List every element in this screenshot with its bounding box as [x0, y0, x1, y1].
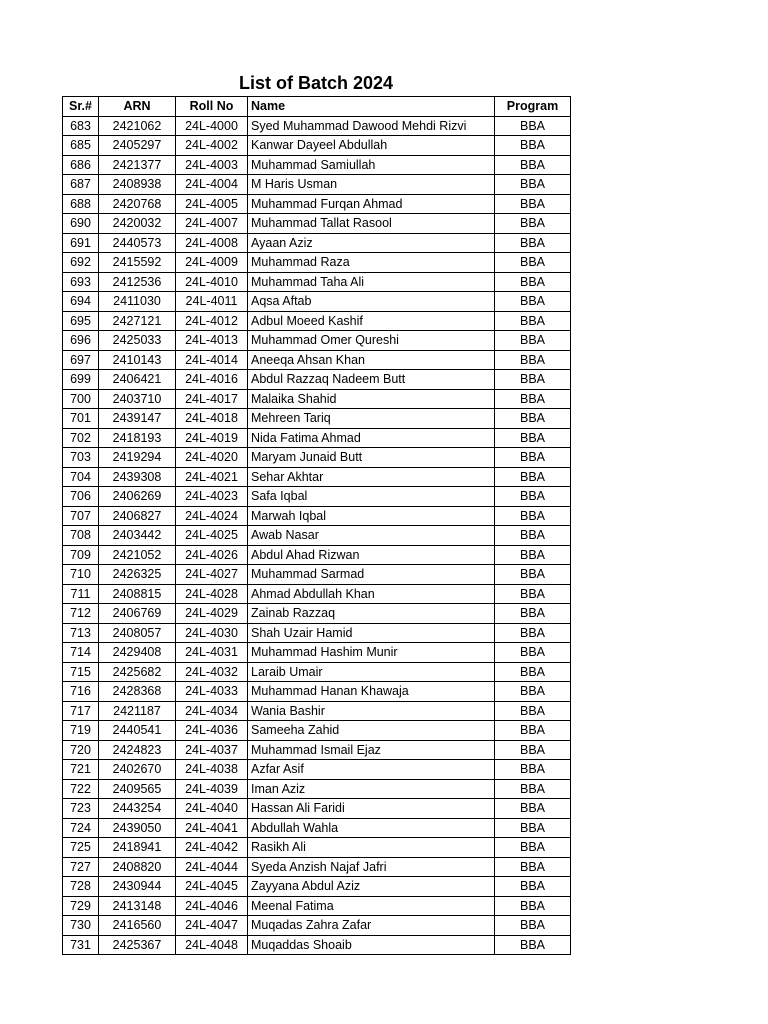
name-cell: Nida Fatima Ahmad: [248, 428, 495, 448]
sr-cell: 703: [63, 448, 99, 468]
table-row: [63, 935, 571, 955]
arn-cell: 2406769: [99, 604, 176, 624]
sr-cell: 704: [63, 467, 99, 487]
roll-no-cell: 24L-4032: [176, 662, 248, 682]
sr-cell: 691: [63, 233, 99, 253]
arn-cell: 2425033: [99, 331, 176, 351]
roll-no-cell: 24L-4004: [176, 175, 248, 195]
table-row: [63, 350, 571, 370]
column-header-name: Name: [248, 97, 495, 117]
roll-no-cell: 24L-4005: [176, 194, 248, 214]
program-cell: BBA: [495, 584, 571, 604]
roll-no-cell: 24L-4044: [176, 857, 248, 877]
sr-cell: 707: [63, 506, 99, 526]
arn-cell: 2403442: [99, 526, 176, 546]
table-row: [63, 799, 571, 819]
name-cell: M Haris Usman: [248, 175, 495, 195]
name-cell: Ahmad Abdullah Khan: [248, 584, 495, 604]
sr-cell: 688: [63, 194, 99, 214]
roll-no-cell: 24L-4048: [176, 935, 248, 955]
program-cell: BBA: [495, 506, 571, 526]
column-header-program: Program: [495, 97, 571, 117]
table-row: [63, 233, 571, 253]
arn-cell: 2418193: [99, 428, 176, 448]
name-cell: Muhammad Taha Ali: [248, 272, 495, 292]
program-cell: BBA: [495, 877, 571, 897]
roll-no-cell: 24L-4017: [176, 389, 248, 409]
arn-cell: 2419294: [99, 448, 176, 468]
program-cell: BBA: [495, 779, 571, 799]
sr-cell: 714: [63, 643, 99, 663]
table-row: [63, 448, 571, 468]
program-cell: BBA: [495, 604, 571, 624]
table-row: [63, 136, 571, 156]
arn-cell: 2416560: [99, 916, 176, 936]
program-cell: BBA: [495, 682, 571, 702]
arn-cell: 2405297: [99, 136, 176, 156]
program-cell: BBA: [495, 701, 571, 721]
program-cell: BBA: [495, 799, 571, 819]
sr-cell: 711: [63, 584, 99, 604]
program-cell: BBA: [495, 175, 571, 195]
arn-cell: 2427121: [99, 311, 176, 331]
arn-cell: 2421052: [99, 545, 176, 565]
roll-no-cell: 24L-4002: [176, 136, 248, 156]
program-cell: BBA: [495, 935, 571, 955]
roll-no-cell: 24L-4003: [176, 155, 248, 175]
arn-cell: 2440541: [99, 721, 176, 741]
table-row: [63, 701, 571, 721]
sr-cell: 728: [63, 877, 99, 897]
name-cell: Malaika Shahid: [248, 389, 495, 409]
arn-cell: 2406269: [99, 487, 176, 507]
table-row: [63, 565, 571, 585]
arn-cell: 2421377: [99, 155, 176, 175]
sr-cell: 719: [63, 721, 99, 741]
arn-cell: 2408938: [99, 175, 176, 195]
sr-cell: 727: [63, 857, 99, 877]
program-cell: BBA: [495, 896, 571, 916]
program-cell: BBA: [495, 857, 571, 877]
table-row: [63, 584, 571, 604]
program-cell: BBA: [495, 467, 571, 487]
table-row: [63, 545, 571, 565]
sr-cell: 693: [63, 272, 99, 292]
arn-cell: 2420768: [99, 194, 176, 214]
sr-cell: 696: [63, 331, 99, 351]
roll-no-cell: 24L-4013: [176, 331, 248, 351]
name-cell: Laraib Umair: [248, 662, 495, 682]
column-header-sr: Sr.#: [63, 97, 99, 117]
table-row: [63, 389, 571, 409]
name-cell: Meenal Fatima: [248, 896, 495, 916]
name-cell: Rasikh Ali: [248, 838, 495, 858]
sr-cell: 702: [63, 428, 99, 448]
table-row: [63, 604, 571, 624]
name-cell: Maryam Junaid Butt: [248, 448, 495, 468]
program-cell: BBA: [495, 487, 571, 507]
arn-cell: 2424823: [99, 740, 176, 760]
program-cell: BBA: [495, 194, 571, 214]
table-row: [63, 662, 571, 682]
sr-cell: 722: [63, 779, 99, 799]
sr-cell: 717: [63, 701, 99, 721]
sr-cell: 690: [63, 214, 99, 234]
sr-cell: 708: [63, 526, 99, 546]
sr-cell: 725: [63, 838, 99, 858]
name-cell: Azfar Asif: [248, 760, 495, 780]
name-cell: Zainab Razzaq: [248, 604, 495, 624]
roll-no-cell: 24L-4033: [176, 682, 248, 702]
table-row: [63, 721, 571, 741]
table-row: [63, 682, 571, 702]
roll-no-cell: 24L-4007: [176, 214, 248, 234]
arn-cell: 2420032: [99, 214, 176, 234]
sr-cell: 699: [63, 370, 99, 390]
sr-cell: 692: [63, 253, 99, 273]
sr-cell: 720: [63, 740, 99, 760]
name-cell: Marwah Iqbal: [248, 506, 495, 526]
roll-no-cell: 24L-4009: [176, 253, 248, 273]
roll-no-cell: 24L-4028: [176, 584, 248, 604]
table-row: [63, 643, 571, 663]
name-cell: Abdullah Wahla: [248, 818, 495, 838]
roll-no-cell: 24L-4041: [176, 818, 248, 838]
sr-cell: 730: [63, 916, 99, 936]
table-row: [63, 331, 571, 351]
roll-no-cell: 24L-4016: [176, 370, 248, 390]
name-cell: Mehreen Tariq: [248, 409, 495, 429]
program-cell: BBA: [495, 721, 571, 741]
table-row: [63, 467, 571, 487]
table-row: [63, 155, 571, 175]
program-cell: BBA: [495, 643, 571, 663]
table-row: [63, 214, 571, 234]
roll-no-cell: 24L-4042: [176, 838, 248, 858]
name-cell: Shah Uzair Hamid: [248, 623, 495, 643]
table-row: [63, 506, 571, 526]
roll-no-cell: 24L-4000: [176, 116, 248, 136]
program-cell: BBA: [495, 565, 571, 585]
arn-cell: 2408057: [99, 623, 176, 643]
arn-cell: 2415592: [99, 253, 176, 273]
arn-cell: 2412536: [99, 272, 176, 292]
table-header-row: [63, 97, 571, 117]
name-cell: Muhammad Sarmad: [248, 565, 495, 585]
name-cell: Muhammad Hashim Munir: [248, 643, 495, 663]
name-cell: Safa Iqbal: [248, 487, 495, 507]
roll-no-cell: 24L-4012: [176, 311, 248, 331]
name-cell: Syeda Anzish Najaf Jafri: [248, 857, 495, 877]
table-row: [63, 272, 571, 292]
table-row: [63, 896, 571, 916]
name-cell: Wania Bashir: [248, 701, 495, 721]
arn-cell: 2410143: [99, 350, 176, 370]
arn-cell: 2425682: [99, 662, 176, 682]
program-cell: BBA: [495, 389, 571, 409]
arn-cell: 2425367: [99, 935, 176, 955]
sr-cell: 687: [63, 175, 99, 195]
sr-cell: 695: [63, 311, 99, 331]
program-cell: BBA: [495, 409, 571, 429]
roll-no-cell: 24L-4031: [176, 643, 248, 663]
table-row: [63, 370, 571, 390]
sr-cell: 721: [63, 760, 99, 780]
sr-cell: 715: [63, 662, 99, 682]
table-row: [63, 428, 571, 448]
batch-table: [62, 96, 571, 955]
program-cell: BBA: [495, 155, 571, 175]
table-row: [63, 116, 571, 136]
name-cell: Muhammad Hanan Khawaja: [248, 682, 495, 702]
name-cell: Zayyana Abdul Aziz: [248, 877, 495, 897]
table-row: [63, 311, 571, 331]
roll-no-cell: 24L-4037: [176, 740, 248, 760]
table-row: [63, 818, 571, 838]
name-cell: Muqadas Zahra Zafar: [248, 916, 495, 936]
table-row: [63, 253, 571, 273]
arn-cell: 2408820: [99, 857, 176, 877]
roll-no-cell: 24L-4020: [176, 448, 248, 468]
arn-cell: 2403710: [99, 389, 176, 409]
program-cell: BBA: [495, 428, 571, 448]
name-cell: Aneeqa Ahsan Khan: [248, 350, 495, 370]
table-row: [63, 877, 571, 897]
program-cell: BBA: [495, 740, 571, 760]
program-cell: BBA: [495, 350, 571, 370]
roll-no-cell: 24L-4039: [176, 779, 248, 799]
arn-cell: 2429408: [99, 643, 176, 663]
table-body: [63, 116, 571, 955]
program-cell: BBA: [495, 838, 571, 858]
sr-cell: 694: [63, 292, 99, 312]
arn-cell: 2413148: [99, 896, 176, 916]
program-cell: BBA: [495, 760, 571, 780]
program-cell: BBA: [495, 136, 571, 156]
roll-no-cell: 24L-4008: [176, 233, 248, 253]
table-row: [63, 487, 571, 507]
program-cell: BBA: [495, 292, 571, 312]
roll-no-cell: 24L-4011: [176, 292, 248, 312]
sr-cell: 710: [63, 565, 99, 585]
column-header-roll-no: Roll No: [176, 97, 248, 117]
program-cell: BBA: [495, 272, 571, 292]
name-cell: Adbul Moeed Kashif: [248, 311, 495, 331]
program-cell: BBA: [495, 370, 571, 390]
sr-cell: 685: [63, 136, 99, 156]
roll-no-cell: 24L-4046: [176, 896, 248, 916]
sr-cell: 683: [63, 116, 99, 136]
arn-cell: 2439147: [99, 409, 176, 429]
roll-no-cell: 24L-4027: [176, 565, 248, 585]
program-cell: BBA: [495, 526, 571, 546]
roll-no-cell: 24L-4047: [176, 916, 248, 936]
program-cell: BBA: [495, 916, 571, 936]
name-cell: Kanwar Dayeel Abdullah: [248, 136, 495, 156]
name-cell: Aqsa Aftab: [248, 292, 495, 312]
roll-no-cell: 24L-4026: [176, 545, 248, 565]
table-row: [63, 623, 571, 643]
arn-cell: 2439308: [99, 467, 176, 487]
roll-no-cell: 24L-4025: [176, 526, 248, 546]
arn-cell: 2418941: [99, 838, 176, 858]
roll-no-cell: 24L-4010: [176, 272, 248, 292]
program-cell: BBA: [495, 818, 571, 838]
sr-cell: 697: [63, 350, 99, 370]
name-cell: Muqaddas Shoaib: [248, 935, 495, 955]
arn-cell: 2406421: [99, 370, 176, 390]
roll-no-cell: 24L-4034: [176, 701, 248, 721]
sr-cell: 706: [63, 487, 99, 507]
program-cell: BBA: [495, 311, 571, 331]
arn-cell: 2406827: [99, 506, 176, 526]
roll-no-cell: 24L-4023: [176, 487, 248, 507]
table-row: [63, 175, 571, 195]
name-cell: Syed Muhammad Dawood Mehdi Rizvi: [248, 116, 495, 136]
program-cell: BBA: [495, 623, 571, 643]
name-cell: Iman Aziz: [248, 779, 495, 799]
roll-no-cell: 24L-4038: [176, 760, 248, 780]
roll-no-cell: 24L-4019: [176, 428, 248, 448]
sr-cell: 729: [63, 896, 99, 916]
table-row: [63, 740, 571, 760]
table-row: [63, 779, 571, 799]
table-row: [63, 760, 571, 780]
sr-cell: 686: [63, 155, 99, 175]
arn-cell: 2402670: [99, 760, 176, 780]
program-cell: BBA: [495, 545, 571, 565]
name-cell: Ayaan Aziz: [248, 233, 495, 253]
sr-cell: 731: [63, 935, 99, 955]
column-header-arn: ARN: [99, 97, 176, 117]
arn-cell: 2408815: [99, 584, 176, 604]
name-cell: Muhammad Tallat Rasool: [248, 214, 495, 234]
roll-no-cell: 24L-4040: [176, 799, 248, 819]
sr-cell: 700: [63, 389, 99, 409]
arn-cell: 2409565: [99, 779, 176, 799]
program-cell: BBA: [495, 253, 571, 273]
table-row: [63, 838, 571, 858]
sr-cell: 712: [63, 604, 99, 624]
sr-cell: 709: [63, 545, 99, 565]
roll-no-cell: 24L-4021: [176, 467, 248, 487]
table-row: [63, 292, 571, 312]
arn-cell: 2421062: [99, 116, 176, 136]
arn-cell: 2421187: [99, 701, 176, 721]
program-cell: BBA: [495, 233, 571, 253]
program-cell: BBA: [495, 214, 571, 234]
arn-cell: 2428368: [99, 682, 176, 702]
roll-no-cell: 24L-4030: [176, 623, 248, 643]
sr-cell: 701: [63, 409, 99, 429]
sr-cell: 713: [63, 623, 99, 643]
program-cell: BBA: [495, 448, 571, 468]
page-title: List of Batch 2024: [238, 73, 394, 93]
roll-no-cell: 24L-4018: [176, 409, 248, 429]
table-row: [63, 194, 571, 214]
sr-cell: 724: [63, 818, 99, 838]
roll-no-cell: 24L-4014: [176, 350, 248, 370]
table-row: [63, 409, 571, 429]
name-cell: Abdul Ahad Rizwan: [248, 545, 495, 565]
name-cell: Sehar Akhtar: [248, 467, 495, 487]
name-cell: Hassan Ali Faridi: [248, 799, 495, 819]
arn-cell: 2439050: [99, 818, 176, 838]
program-cell: BBA: [495, 331, 571, 351]
table-row: [63, 526, 571, 546]
arn-cell: 2440573: [99, 233, 176, 253]
sr-cell: 716: [63, 682, 99, 702]
arn-cell: 2411030: [99, 292, 176, 312]
roll-no-cell: 24L-4024: [176, 506, 248, 526]
roll-no-cell: 24L-4029: [176, 604, 248, 624]
name-cell: Muhammad Furqan Ahmad: [248, 194, 495, 214]
table-row: [63, 857, 571, 877]
arn-cell: 2426325: [99, 565, 176, 585]
name-cell: Muhammad Raza: [248, 253, 495, 273]
program-cell: BBA: [495, 662, 571, 682]
name-cell: Awab Nasar: [248, 526, 495, 546]
roll-no-cell: 24L-4045: [176, 877, 248, 897]
arn-cell: 2430944: [99, 877, 176, 897]
sr-cell: 723: [63, 799, 99, 819]
name-cell: Muhammad Samiullah: [248, 155, 495, 175]
name-cell: Sameeha Zahid: [248, 721, 495, 741]
name-cell: Abdul Razzaq Nadeem Butt: [248, 370, 495, 390]
roll-no-cell: 24L-4036: [176, 721, 248, 741]
arn-cell: 2443254: [99, 799, 176, 819]
name-cell: Muhammad Ismail Ejaz: [248, 740, 495, 760]
program-cell: BBA: [495, 116, 571, 136]
table-row: [63, 916, 571, 936]
name-cell: Muhammad Omer Qureshi: [248, 331, 495, 351]
